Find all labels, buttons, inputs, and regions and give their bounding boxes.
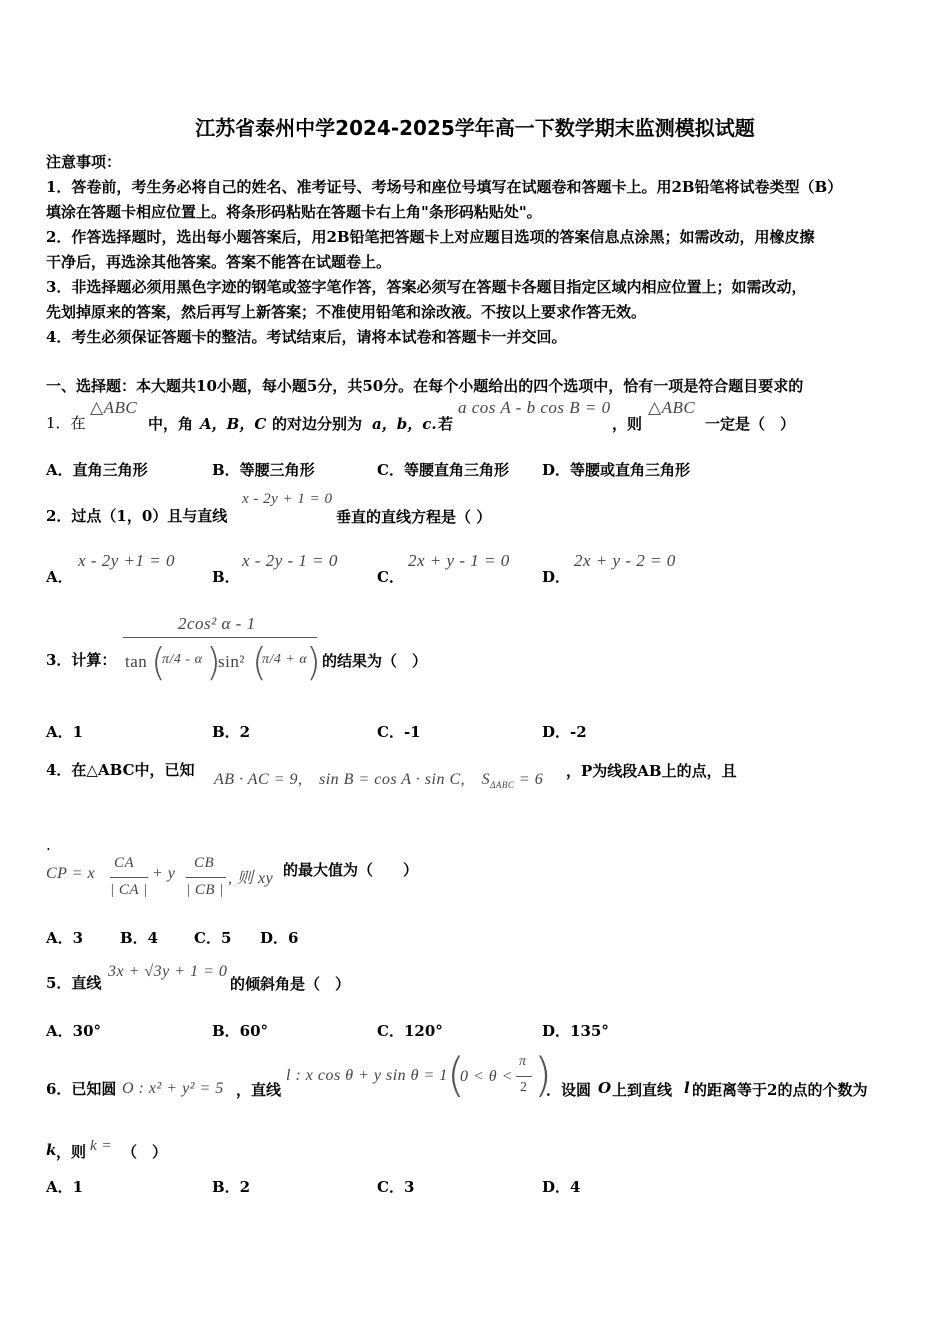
- q4-cb-numerator: CB: [194, 855, 215, 871]
- q3-left-paren-2: (: [252, 640, 267, 684]
- q6-circle: O : x² + y² = 5: [122, 1080, 224, 1097]
- q6-pi: π: [519, 1054, 527, 1069]
- section-heading: 一、选择题：本大题共10小题，每小题5分，共50分。在每个小题给出的四个选项中，恰有一项是符合题目要求的: [46, 377, 804, 395]
- q6-text-3: ．设圆: [546, 1081, 592, 1099]
- q1-text-6: 一定是（ ）: [705, 415, 796, 433]
- q3-right-paren-1: ): [206, 640, 221, 684]
- q6-right-paren: ): [534, 1048, 552, 1102]
- q6-option-b[interactable]: B．2: [212, 1178, 251, 1196]
- notes-heading: 注意事项：: [46, 153, 122, 171]
- q5-option-c[interactable]: C．120°: [377, 1022, 443, 1040]
- q3-sin2: sin²: [218, 652, 245, 671]
- q6-left-paren: (: [447, 1048, 465, 1102]
- q4-option-a[interactable]: A．3: [46, 929, 84, 947]
- q6-option-d[interactable]: D．4: [542, 1178, 581, 1196]
- q1-option-a[interactable]: A．直角三角形: [46, 461, 148, 479]
- q2-option-d[interactable]: D．: [542, 568, 571, 586]
- question-1: [46, 413, 86, 433]
- q6-condition: 0 < θ <: [460, 1068, 513, 1085]
- q2-text-2: 垂直的直线方程是（ ）: [336, 508, 492, 526]
- q6-fraction-bar: [516, 1076, 532, 1077]
- q6-option-a[interactable]: A．1: [46, 1178, 84, 1196]
- q4-cb-bar: [186, 877, 226, 878]
- q1-text-2: 中，角: [148, 415, 194, 433]
- q4-cp: CP = x: [46, 865, 96, 882]
- question-4: 4．在△ABC中，已知: [46, 761, 195, 779]
- note-2b: 干净后，再选涂其他答案。答案不能答在试题卷上。: [46, 253, 392, 271]
- q2-option-c[interactable]: C．: [377, 568, 404, 586]
- q3-option-b[interactable]: B．2: [212, 723, 251, 741]
- q2-option-b-eq: x - 2y - 1 = 0: [242, 551, 338, 570]
- note-3b: 先划掉原来的答案，然后再写上新答案；不准使用铅笔和涂改液。不按以上要求作答无效。: [46, 303, 647, 321]
- q6-line: l : x cos θ + y sin θ = 1: [286, 1067, 448, 1084]
- q1-number: 1．在: [46, 414, 86, 432]
- q3-right-paren-2: ): [306, 640, 321, 684]
- q6-k: k: [46, 1141, 57, 1159]
- q3-option-d[interactable]: D．-2: [542, 723, 587, 741]
- q6-k-equals: k =: [90, 1138, 113, 1154]
- q6-o: O: [598, 1079, 612, 1097]
- q1-option-d[interactable]: D．等腰或直角三角形: [542, 461, 691, 479]
- note-3a: 3．非选择题必须用黑色字迹的钢笔或签字笔作答，答案必须写在答题卡各题目指定区域内相应位置上；如需改动，: [46, 278, 807, 296]
- q4-given: [214, 766, 543, 790]
- q6-text-4: 上到直线: [612, 1081, 673, 1099]
- q3-option-a[interactable]: A．1: [46, 723, 84, 741]
- q4-plus-y: + y: [152, 865, 176, 882]
- q6-text-2: ，直线: [236, 1081, 282, 1099]
- q4-given-end: = 6: [514, 771, 544, 788]
- q4-option-b[interactable]: B．4: [120, 929, 159, 947]
- q4-text-3: 的最大值为（ ）: [283, 861, 419, 879]
- q1-text-3: 的对边分别为: [272, 415, 363, 433]
- q4-ca-numerator: CA: [114, 855, 135, 871]
- q3-fraction-bar: [123, 637, 317, 638]
- q6-two: 2: [520, 1080, 528, 1095]
- question-2: 2．过点（1，0）且与直线: [46, 507, 228, 525]
- q1-triangle: △ABC: [90, 398, 138, 417]
- q6-option-c[interactable]: C．3: [377, 1178, 415, 1196]
- q1-text-4: 若: [438, 415, 454, 433]
- q1-option-b[interactable]: B．等腰三角形: [212, 461, 315, 479]
- q3-text-2: 的结果为（ ）: [322, 652, 428, 670]
- q5-text-2: 的倾斜角是（ ）: [230, 975, 351, 993]
- q6-text-5: 的距离等于2的点的个数为: [692, 1081, 868, 1099]
- note-2a: 2．作答选择题时，选出每小题答案后，用2B铅笔把答题卡上对应题目选项的答案信息点涂黑；如需改动，用橡皮擦: [46, 228, 815, 246]
- q1-option-c[interactable]: C．等腰直角三角形: [377, 461, 509, 479]
- question-5: 5．直线: [46, 974, 102, 992]
- q1-text-5: ，则: [612, 415, 643, 433]
- q4-ca-bar: [110, 877, 148, 878]
- q4-given-sub: ΔABC: [490, 780, 515, 791]
- q3-arg-1: π/4 - α: [162, 652, 203, 667]
- q4-ca-denominator: | CA |: [110, 882, 148, 898]
- q5-option-b[interactable]: B．60°: [212, 1022, 269, 1040]
- q4-option-d[interactable]: D．6: [260, 929, 299, 947]
- q4-cb-denominator: | CB |: [186, 882, 224, 898]
- q3-arg-2: π/4 + α: [262, 652, 308, 667]
- q2-option-a-eq: x - 2y +1 = 0: [78, 551, 175, 570]
- question-6: 6．已知圆: [46, 1080, 117, 1098]
- note-1a: 1．答卷前，考生务必将自己的姓名、准考证号、考场号和座位号填写在试题卷和答题卡上。用2B铅笔将试卷类型（B）: [46, 178, 843, 196]
- q2-option-a[interactable]: A．: [46, 568, 73, 586]
- q3-numerator: 2cos² α - 1: [178, 614, 256, 633]
- q3-left-paren-1: (: [151, 640, 166, 684]
- q6-l: l: [684, 1079, 690, 1097]
- note-4: 4．考生必须保证答题卡的整洁。考试结束后，请将本试卷和答题卡一并交回。: [46, 328, 567, 346]
- q5-equation: 3x + √3y + 1 = 0: [108, 963, 228, 980]
- q4-dot: .: [46, 836, 51, 854]
- q6-text-7: （ ）: [122, 1143, 168, 1161]
- q1-sides: a，b，c.: [372, 415, 437, 433]
- q1-equation: a cos A - b cos B = 0: [458, 398, 611, 417]
- q1-triangle-2: △ABC: [648, 398, 696, 417]
- q1-angles: A，B，C: [200, 415, 267, 433]
- q5-option-a[interactable]: A．30°: [46, 1022, 102, 1040]
- question-3: 3．计算：: [46, 651, 117, 669]
- q4-tail: , 则 xy: [228, 870, 274, 887]
- note-1b: 填涂在答题卡相应位置上。将条形码粘贴在答题卡右上角"条形码粘贴处"。: [46, 203, 542, 221]
- q2-option-c-eq: 2x + y - 1 = 0: [408, 551, 510, 570]
- q4-given-main: AB · AC = 9, sin B = cos A · sin C, S: [214, 771, 491, 788]
- q4-text-2: ，P为线段AB上的点，且: [566, 762, 737, 780]
- q2-option-b[interactable]: B．: [212, 568, 240, 586]
- q2-option-d-eq: 2x + y - 2 = 0: [574, 551, 676, 570]
- q3-option-c[interactable]: C．-1: [377, 723, 421, 741]
- q2-line-equation: x - 2y + 1 = 0: [242, 491, 333, 507]
- q4-option-c[interactable]: C．5: [194, 929, 232, 947]
- q5-option-d[interactable]: D．135°: [542, 1022, 609, 1040]
- q6-text-6: ，则: [56, 1143, 87, 1161]
- page-title: 江苏省泰州中学2024-2025学年高一下数学期末监测模拟试题: [195, 116, 755, 140]
- q3-tan: tan: [125, 652, 148, 671]
